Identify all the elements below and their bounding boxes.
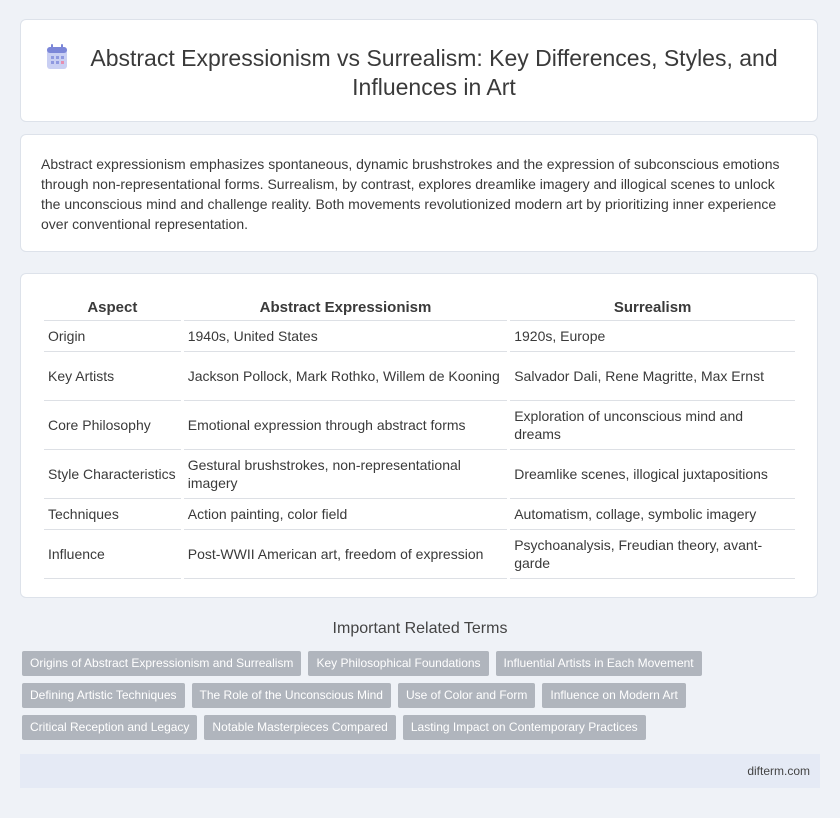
comparison-card	[20, 273, 818, 598]
related-term-tag[interactable]: Use of Color and Form	[398, 683, 535, 708]
table-cell: Emotional expression through abstract forms	[184, 401, 507, 450]
table-cell: Influence	[44, 530, 181, 579]
intro-card	[20, 134, 818, 252]
table-cell: 1940s, United States	[184, 321, 507, 352]
related-term-tag[interactable]: Lasting Impact on Contemporary Practices	[403, 715, 646, 740]
table-cell: Gestural brushstrokes, non-representational imagery	[184, 450, 507, 499]
table-header-row	[44, 298, 795, 321]
table-row	[44, 321, 795, 352]
table-row	[44, 352, 795, 401]
related-terms-title: Important Related Terms	[332, 620, 508, 637]
table-cell: Jackson Pollock, Mark Rothko, Willem de Kooning	[184, 352, 507, 401]
table-cell: Action painting, color field	[184, 499, 507, 530]
table-cell: Post-WWII American art, freedom of expression	[184, 530, 507, 579]
comparison-table	[41, 298, 798, 579]
header-surrealism: Surrealism	[510, 298, 795, 321]
related-term-tag[interactable]: Influence on Modern Art	[542, 683, 685, 708]
table-cell: Dreamlike scenes, illogical juxtapositions	[510, 450, 795, 499]
table-cell: Salvador Dali, Rene Magritte, Max Ernst	[510, 352, 795, 401]
table-cell: 1920s, Europe	[510, 321, 795, 352]
related-term-tag[interactable]: Influential Artists in Each Movement	[496, 651, 702, 676]
related-term-tag[interactable]: Defining Artistic Techniques	[22, 683, 185, 708]
table-cell: Techniques	[44, 499, 181, 530]
page-title: Abstract Expressionism vs Surrealism: Key Differences, Styles, and Influences in Art	[90, 45, 778, 100]
table-row	[44, 499, 795, 530]
table-row	[44, 450, 795, 499]
header-abstract-expressionism: Abstract Expressionism	[184, 298, 507, 321]
table-cell: Core Philosophy	[44, 401, 181, 450]
table-cell: Key Artists	[44, 352, 181, 401]
table-cell: Exploration of unconscious mind and dreams	[510, 401, 795, 450]
header-card	[20, 19, 818, 122]
related-term-tag[interactable]: The Role of the Unconscious Mind	[192, 683, 391, 708]
table-row	[44, 530, 795, 579]
table-cell: Style Characteristics	[44, 450, 181, 499]
table-row	[44, 401, 795, 450]
related-term-tag[interactable]: Critical Reception and Legacy	[22, 715, 197, 740]
table-cell: Psychoanalysis, Freudian theory, avant-garde	[510, 530, 795, 579]
footer	[20, 754, 820, 788]
related-terms-list	[22, 651, 802, 747]
header-aspect: Aspect	[44, 298, 181, 321]
related-term-tag[interactable]: Notable Masterpieces Compared	[204, 715, 395, 740]
related-term-tag[interactable]: Key Philosophical Foundations	[308, 651, 488, 676]
table-cell: Automatism, collage, symbolic imagery	[510, 499, 795, 530]
related-term-tag[interactable]: Origins of Abstract Expressionism and Surrealism	[22, 651, 301, 676]
table-cell: Origin	[44, 321, 181, 352]
footer-site-link[interactable]: difterm.com	[747, 764, 810, 778]
intro-paragraph: Abstract expressionism emphasizes spontaneous, dynamic brushstrokes and the expression of subconscious emotions through non-representational forms. Surrealism, by contrast, explores dreamlike imagery and illogical scenes to unlock the unconscious mind and challenge reality. Both movements revolutionized modern art by prioritizing inner experience over conventional representation.	[41, 156, 780, 232]
